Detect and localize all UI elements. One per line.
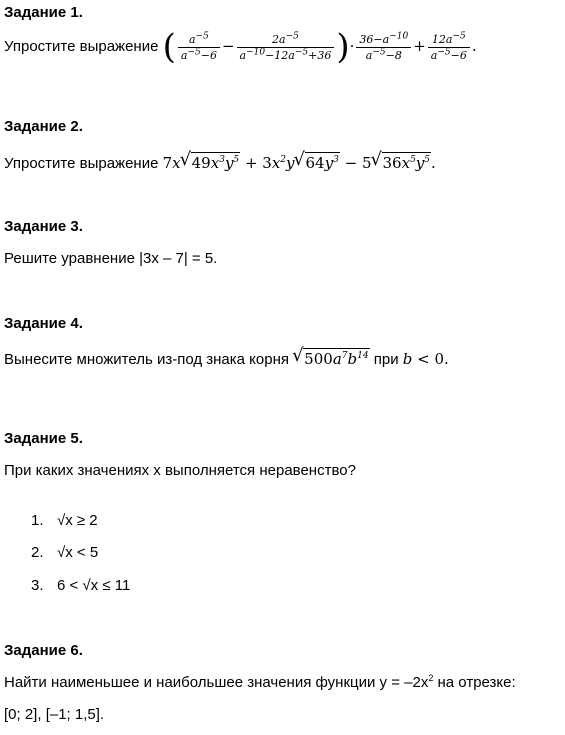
task-6-text: Найти наименьшее и наибольшее значения функции $у = -2x^2$ на отрезке: [4,673,516,691]
task-4-statement [4,348,449,368]
task-3-text: Решите уравнение |3x – 7| = 5. [4,250,218,267]
task-2-statement [4,152,436,172]
task-1-statement: Упростите выражение ( $\frac{a^{-5}}{a^{-5}-6}$ − $\frac{2a^{-5}}{a^{-10}-12a^{-5}+36}$ )· $\frac{36-a^{-10}}{a^{-5}-8}$ + $\frac{12a^{-5}}{a^{-5}-6}$ . [4,27,477,67]
radical-expression: √ $500a^7b^{14}$ [293,350,369,368]
task-6-title: Задание 6. [4,642,83,659]
task-5-title: Задание 5. [4,430,83,447]
task-4-title: Задание 4. [4,315,83,332]
task-6-intervals: [0; 2], [–1; 1,5]. [4,706,105,723]
fraction-4: $\frac{12a^{-5}}{a^{-5}-6}$ [428,32,470,63]
task-4-tail: при [373,351,399,368]
task-3-title: Задание 3. [4,218,83,235]
task-1-text: Упростите выражение [4,37,159,55]
fraction-3: $\frac{36-a^{-10}}{a^{-5}-8}$ [356,32,411,63]
task-5-text: При каких значениях х выполняется неравенство? [4,462,356,479]
task-1-title: Задание 1. [4,4,83,21]
task-2-text: Упростите выражение [4,155,159,172]
left-paren: ( [162,27,176,67]
condition: b < 0. [402,350,449,368]
expression-2: 7x√ $49x^3y^5 + 3x^2y√$ $64y^3 - 5√$ $36x^5y^5$. [163,154,436,172]
list-item: 2. √x < 5 [31,544,99,561]
fraction-1: $\frac{a^{-5}}{a^{-5}-6}$ [178,32,220,63]
list-item: 1. √x ≥ 2 [31,512,98,529]
list-item: 3. 6 < √x ≤ 11 [31,577,131,594]
fraction-2: $\frac{2a^{-5}}{a^{-10}-12a^{-5}+36}$ [237,32,335,63]
task-2-title: Задание 2. [4,118,83,135]
task-4-text: Вынесите множитель из-под знака корня [4,351,289,368]
right-paren: ) [336,27,350,67]
